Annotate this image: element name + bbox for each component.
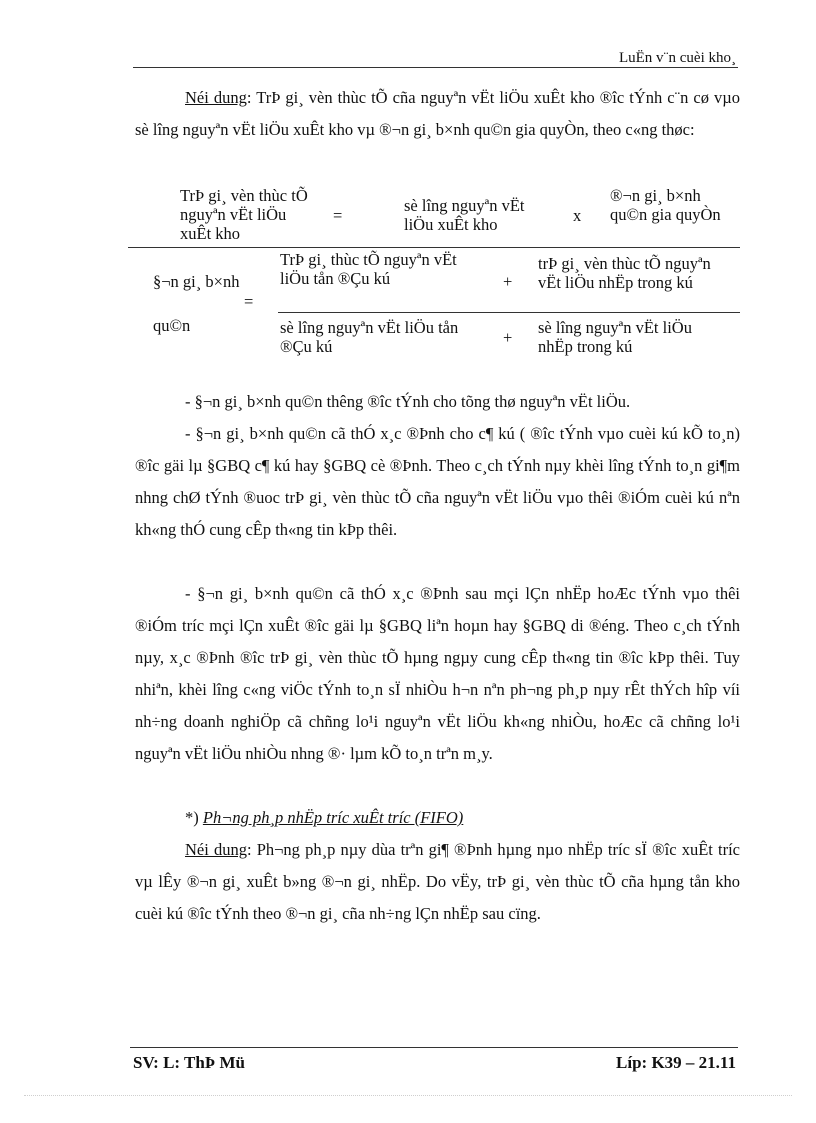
bullet-period-average: - §¬n gi¸ b×nh qu©n cã thÓ x¸c ®Þnh cho c¶ kú ( ®îc tÝnh vµo cuèi kú kÕ to¸n) ®îc gäi lµ §GBQ c¶ kú hay §GBQ cè ®Þnh. Theo c¸ch tÝnh nµy khèi lîng tÝnh to¸n gi¶m nhng chØ tÝnh ®uoc trÞ gi¸ vèn thùc tÕ cña nguyªn vËt liÖu vµo thêi ®iÓm cuèi kú nªn kh«ng thÓ cung cÊp th«ng tin kÞp thêi.	[135, 424, 740, 539]
paragraph-fifo-text: : Ph¬ng ph¸p nµy dùa trªn gi¶ ®Þnh hµng nµo nhËp tríc sÏ ®îc xuÊt tríc vµ lÊy ®¬n gi¸ xuÊt b»ng ®¬n gi¸ nhËp. Do vËy, trÞ gi¸ vèn thùc tÕ cña hµng tån kho cuèi kú ®îc tÝnh theo ®¬n gi¸ cña nh÷ng lÇn nhËp sau cïng.	[135, 840, 740, 923]
content-label: Néi dung	[185, 88, 247, 107]
formula2-lhs-bottom: qu©n	[153, 316, 191, 335]
formula1-equals: =	[333, 206, 343, 225]
formula2-plus-bottom: +	[503, 328, 513, 347]
footer-student: SV: L: ThÞ Mü	[133, 1053, 245, 1072]
content-label-fifo: Néi dung	[185, 840, 247, 859]
formula1-quantity: sè lîng nguyªn vËt liÖu xuÊt kho	[404, 196, 525, 234]
formula1-rule	[128, 247, 740, 248]
formula2-denominator-opening: sè lîng nguyªn vËt liÖu tån ®Çu kú	[280, 318, 459, 356]
method-prefix: *)	[185, 808, 203, 827]
formula1-times: x	[573, 206, 582, 225]
formula-cost-of-materials	[178, 182, 740, 248]
formula2-equals: =	[244, 292, 254, 311]
formula-average-price	[150, 250, 740, 360]
method-heading-fifo	[135, 802, 740, 834]
formula2-lhs: §¬n gi¸ b×nh	[153, 272, 240, 291]
footer-rule	[130, 1047, 738, 1048]
paragraph-fifo-content	[135, 834, 740, 930]
formula1-unit-price: ®¬n gi¸ b×nh qu©n gia quyÒn	[610, 186, 721, 224]
header-rule	[133, 67, 738, 68]
formula1-lhs: TrÞ gi¸ vèn thùc tÕ nguyªn vËt liÖu xuÊt kho	[180, 186, 308, 243]
page-bottom-divider	[24, 1095, 792, 1096]
method-title: Ph¬ng ph¸p nhËp tríc xuÊt tríc (FIFO)	[202, 808, 464, 827]
formula2-denominator-received: sè lîng nguyªn vËt liÖu nhËp trong kú	[538, 318, 692, 356]
footer-class: Líp: K39 – 21.11	[616, 1053, 736, 1072]
bullet-moving-average: - §¬n gi¸ b×nh qu©n cã thÓ x¸c ®Þnh sau mçi lÇn nhËp hoÆc tÝnh vµo thêi ®iÓm tríc mçi lÇn xuÊt ®îc gäi lµ §GBQ liªn hoµn hay §GBQ di ®éng. Theo c¸ch tÝnh nµy, x¸c ®Þnh ®îc trÞ gi¸ vèn thùc tÕ hµng ngµy cung cÊp th«ng tin ®îc kÞp thêi. Tuy nhiªn, khèi lîng c«ng viÖc tÝnh to¸n sÏ nhiÒu h¬n nªn ph¬ng ph¸p nµy rÊt thÝch hîp víi nh÷ng doanh nghiÖp cã chñng lo¹i nguyªn vËt liÖu kh«ng nhiÒu, hoÆc cã chñng lo¹i nguyªn vËt liÖu nhiÒu nhng ®· lµm kÕ to¸n trªn m¸y.	[135, 584, 740, 763]
formula2-plus-top: +	[503, 272, 513, 291]
header-title: LuËn v¨n cuèi kho¸	[618, 50, 736, 66]
paragraph-text: : TrÞ gi¸ vèn thùc tÕ cña nguyªn vËt liÖu xuÊt kho ®îc tÝnh c¨n cø vµo sè lîng nguyªn vËt liÖu xuÊt kho vµ ®¬n gi¸ b×nh qu©n gia quyÒn, theo c«ng thøc:	[135, 88, 741, 139]
bullet-average-per-item: - §¬n gi¸ b×nh qu©n thêng ®îc tÝnh cho tõng thø nguyªn vËt liÖu.	[185, 392, 631, 411]
formula2-numerator-opening: TrÞ gi¸ thùc tÕ nguyªn vËt liÖu tån ®Çu kú	[280, 250, 457, 288]
formula2-numerator-received: trÞ gi¸ vèn thùc tÕ nguyªn vËt liÖu nhËp trong kú	[538, 254, 711, 292]
formula2-fraction-bar	[278, 312, 740, 313]
paragraph-content-definition	[135, 82, 740, 146]
